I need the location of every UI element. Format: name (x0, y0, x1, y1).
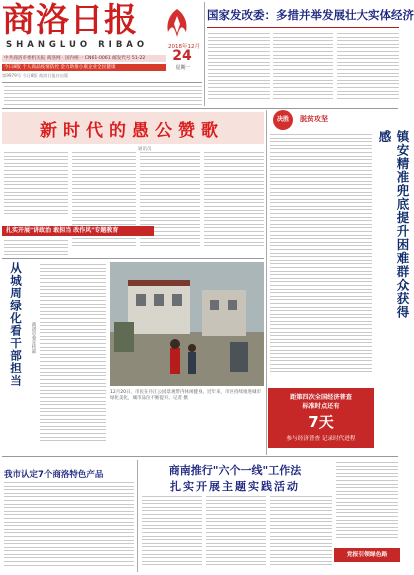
campaign-label: 脱贫攻坚 (300, 115, 328, 123)
article-text (206, 496, 266, 572)
article-text (204, 152, 264, 257)
divider (2, 82, 202, 83)
article-text (336, 462, 398, 544)
article-text (142, 496, 202, 572)
banner-byline: 通讯员 (138, 147, 152, 152)
countdown-subtitle: 标准时点还有 (302, 403, 340, 410)
divider (266, 110, 267, 455)
divider (2, 456, 398, 457)
masthead-promo-strip: 今日8版 个人商品疫情防控 金力助推小康企业全民健康 (2, 64, 166, 71)
article-text (4, 240, 68, 258)
article-text (270, 496, 332, 572)
banner-headline: 新时代的愚公赞歌 (40, 121, 224, 141)
masthead-issue-line: 第9979号 今日8版 商洛日报社出版 (2, 73, 69, 78)
bottom-right-tag: 党报引领绿色路 (334, 548, 400, 562)
issue-date: 2018年12月 (168, 44, 200, 50)
divider (2, 108, 398, 109)
countdown-days: 7天 (308, 413, 334, 431)
countdown-slogan: 参与经济普查 记录时代进程 (286, 436, 356, 442)
article-text (40, 264, 106, 454)
issue-day: 24 (172, 48, 192, 64)
newspaper-logo-icon (158, 6, 196, 40)
article-text (72, 152, 136, 257)
article-text (140, 152, 200, 257)
vertical-headline-right: 镇安精准兜底提升困难群众获得感 (377, 130, 410, 319)
issue-weekday: 星期一 (175, 65, 191, 71)
topic-strip: 扎实开展"讲政治 敢担当 改作风"专题教育 (2, 226, 154, 236)
vertical-headline-left: 从城周绿化看干部担当 (9, 262, 23, 387)
article-text (4, 152, 68, 222)
newspaper-title: 商洛日报 (2, 0, 138, 39)
divider (137, 460, 138, 572)
photo-caption: 12月20日，市民在丹江公园景观带内休闲健身。近年来，市区持续推进城市绿化美化，城市品位不断提升。记者 摄 (110, 390, 261, 401)
bottom-center-subheadline: 扎实开展主题实践活动 (170, 480, 300, 493)
article-text (270, 134, 372, 386)
vertical-headline-byline: 商洛市委宣传部 (31, 322, 36, 354)
article-text (4, 86, 202, 108)
bottom-center-headline: 商南推行"六个一线"工作法 (168, 464, 302, 477)
lead-headline: 国家发改委：多措并举发展壮大实体经济 (207, 8, 414, 22)
article-text (208, 33, 270, 105)
campaign-badge: 决胜 (273, 110, 293, 130)
masthead-info-line: 中共商洛市委机关报 商洛网 · 国内统一 CN61-0061 邮发代号 51-22 (2, 55, 166, 62)
bottom-left-headline: 我市认定7个商洛特色产品 (4, 470, 104, 480)
article-text (337, 33, 399, 105)
divider (207, 27, 399, 28)
news-photo (110, 262, 264, 386)
countdown-title: 距第四次全国经济普查 (290, 394, 352, 401)
divider (204, 2, 205, 106)
divider (2, 258, 264, 259)
newspaper-pinyin: SHANGLUO RIBAO (6, 40, 149, 50)
article-text (4, 482, 134, 572)
article-text (273, 33, 333, 105)
